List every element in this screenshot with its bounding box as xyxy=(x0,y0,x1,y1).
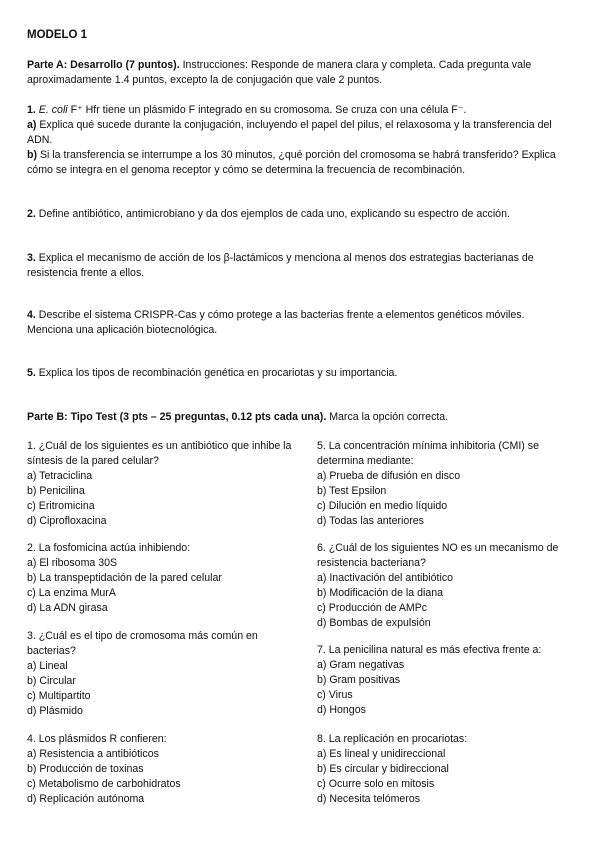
question-3 xyxy=(27,251,573,281)
q1b-label: b) xyxy=(27,149,37,161)
question-1 xyxy=(27,103,573,178)
exam-title: MODELO 1 xyxy=(27,29,88,41)
option-b[interactable]: b) Circular xyxy=(27,675,76,687)
option-b[interactable]: b) Penicilina xyxy=(27,485,85,497)
test-question xyxy=(27,541,292,616)
q5-text: Explica los tipos de recombinación genética en procariotas y su importancia. xyxy=(35,367,398,379)
option-a[interactable]: a) El ribosoma 30S xyxy=(27,557,118,569)
part-b-intro xyxy=(27,410,573,425)
option-b[interactable]: b) Test Epsilon xyxy=(317,485,387,497)
q1a-label: a) xyxy=(27,119,37,131)
option-b[interactable]: b) Gram positivas xyxy=(317,674,401,686)
question-stem: 3. ¿Cuál es el tipo de cromosoma más común en bacterias? xyxy=(27,630,258,657)
option-c[interactable]: c) Multipartito xyxy=(27,690,91,702)
option-b[interactable]: b) Producción de toxinas xyxy=(27,763,144,775)
option-d[interactable]: d) Bombas de expulsión xyxy=(317,617,431,629)
test-question xyxy=(27,732,292,807)
option-c[interactable]: c) Virus xyxy=(317,689,353,701)
option-c[interactable]: c) Dilución en medio líquido xyxy=(317,500,448,512)
option-a[interactable]: a) Resistencia a antibióticos xyxy=(27,748,159,760)
q1-intro: F⁺ Hfr tiene un plásmido F integrado en su cromosoma. Se cruza con una célula F⁻. xyxy=(67,104,467,116)
option-d[interactable]: d) Todas las anteriores xyxy=(317,515,424,527)
question-stem: 5. La concentración mínima inhibitoria (CMI) se determina mediante: xyxy=(317,440,539,467)
q5-number: 5. xyxy=(27,367,36,379)
question-stem: 7. La penicilina natural es más efectiva frente a: xyxy=(317,644,542,656)
option-d[interactable]: d) Ciprofloxacina xyxy=(27,515,107,527)
option-a[interactable]: a) Tetraciclina xyxy=(27,470,93,482)
q1-organism: E. coli xyxy=(38,104,68,116)
test-question xyxy=(317,732,582,807)
test-question xyxy=(27,629,292,719)
option-c[interactable]: c) Eritromicina xyxy=(27,500,95,512)
q2-number: 2. xyxy=(27,208,36,220)
option-c[interactable]: c) Metabolismo de carbohidratos xyxy=(27,778,181,790)
option-a[interactable]: a) Inactivación del antibiótico xyxy=(317,572,454,584)
part-a-intro xyxy=(27,58,573,88)
part-a-heading: Parte A: Desarrollo (7 puntos). xyxy=(27,59,180,71)
question-4 xyxy=(27,308,573,338)
question-5 xyxy=(27,366,573,381)
question-2 xyxy=(27,207,573,222)
option-d[interactable]: d) Hongos xyxy=(317,704,366,716)
option-c[interactable]: c) Producción de AMPc xyxy=(317,602,428,614)
option-d[interactable]: d) Plásmido xyxy=(27,705,83,717)
question-stem: 1. ¿Cuál de los siguientes es un antibiótico que inhibe la síntesis de la pared celular? xyxy=(27,440,292,467)
q1b-text: Si la transferencia se interrumpe a los 30 minutos, ¿qué porción del cromosoma se habrá transferido? Explica cómo se integra en el genoma receptor y cómo se determina la frecuencia de recombinación. xyxy=(27,149,556,176)
part-b-heading: Parte B: Tipo Test (3 pts – 25 preguntas, 0.12 pts cada una). xyxy=(27,411,327,423)
option-a[interactable]: a) Es lineal y unidireccional xyxy=(317,748,446,760)
option-b[interactable]: b) Modificación de la diana xyxy=(317,587,444,599)
q3-number: 3. xyxy=(27,252,36,264)
test-question xyxy=(317,439,582,529)
q4-number: 4. xyxy=(27,309,36,321)
option-a[interactable]: a) Gram negativas xyxy=(317,659,405,671)
test-question xyxy=(317,541,582,631)
part-a-instructions: Instrucciones: Responde de manera clara y completa. Cada pregunta vale aproximadamente 1.4 puntos, excepto la de conjugación que vale 2 puntos. xyxy=(27,59,532,86)
q4-text: Describe el sistema CRISPR-Cas y cómo protege a las bacterias frente a elementos genéticos móviles. Menciona una aplicación biotecnológica. xyxy=(27,309,525,336)
question-stem: 4. Los plásmidos R confieren: xyxy=(27,733,167,745)
test-question xyxy=(27,439,292,529)
option-d[interactable]: d) La ADN girasa xyxy=(27,602,108,614)
option-b[interactable]: b) La transpeptidación de la pared celular xyxy=(27,572,222,584)
q1a-text: Explica qué sucede durante la conjugación, incluyendo el papel del pilus, el relaxosoma y la transferencia del ADN. xyxy=(27,119,552,146)
part-b-instructions: Marca la opción correcta. xyxy=(326,411,449,423)
option-c[interactable]: c) Ocurre solo en mitosis xyxy=(317,778,435,790)
option-a[interactable]: a) Prueba de difusión en disco xyxy=(317,470,461,482)
q1-number: 1. xyxy=(27,104,36,116)
test-question xyxy=(317,643,582,718)
question-stem: 2. La fosfomicina actúa inhibiendo: xyxy=(27,542,191,554)
question-stem: 8. La replicación en procariotas: xyxy=(317,733,468,745)
option-a[interactable]: a) Lineal xyxy=(27,660,68,672)
q2-text: Define antibiótico, antimicrobiano y da dos ejemplos de cada uno, explicando su espectro de acción. xyxy=(35,208,510,220)
q3-text: Explica el mecanismo de acción de los β-lactámicos y menciona al menos dos estrategias bacterianas de resistencia frente a ellos. xyxy=(27,252,534,279)
option-b[interactable]: b) Es circular y bidireccional xyxy=(317,763,449,775)
option-d[interactable]: d) Necesita telómeros xyxy=(317,793,421,805)
option-c[interactable]: c) La enzima MurA xyxy=(27,587,116,599)
question-stem: 6. ¿Cuál de los siguientes NO es un mecanismo de resistencia bacteriana? xyxy=(317,542,559,569)
option-d[interactable]: d) Replicación autónoma xyxy=(27,793,145,805)
